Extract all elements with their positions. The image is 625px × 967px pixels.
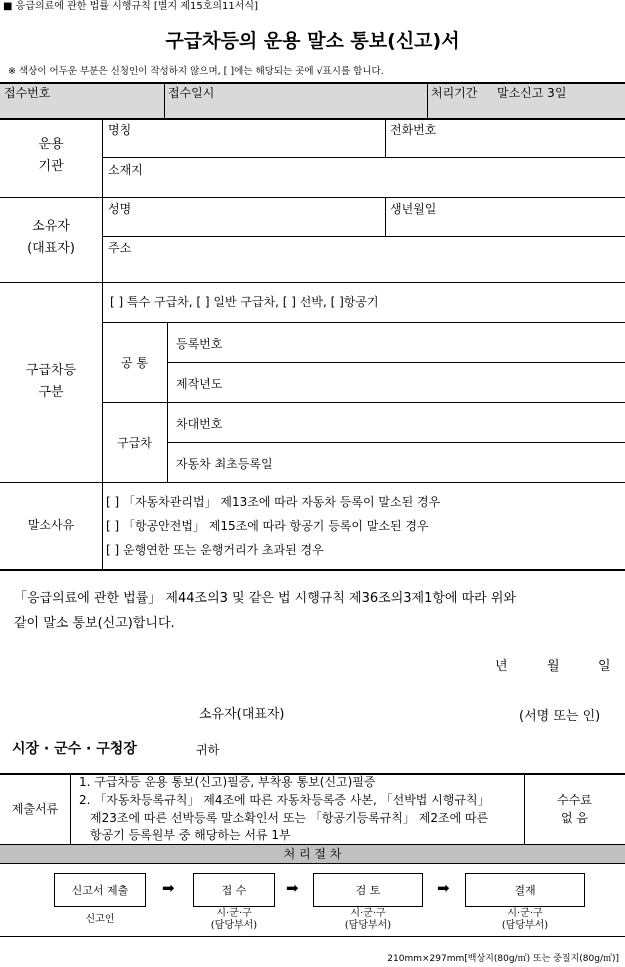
step-receive-sub1: 시·군·구 bbox=[216, 908, 252, 919]
statement-line-2: 같이 말소 통보(신고)합니다. bbox=[14, 616, 175, 631]
vehicle-type-options[interactable]: [ ] 특수 구급차, [ ] 일반 구급차, [ ] 선박, [ ]항공기 bbox=[110, 295, 379, 309]
signer-label: 소유자(대표자) bbox=[199, 707, 285, 722]
reason-item-3[interactable]: [ ] 운행연한 또는 운행거리가 초과된 경우 bbox=[106, 543, 324, 557]
step-approve-sub2: (담당부서) bbox=[501, 920, 549, 931]
receipt-date-label: 접수일시 bbox=[168, 86, 215, 100]
arrow-1: ➡ bbox=[162, 879, 175, 897]
documents-line-1: 1. 구급차등 운용 통보(신고)필증, 부착용 통보(신고)필증 bbox=[79, 775, 376, 789]
first-reg-date-field[interactable]: 자동차 최초등록일 bbox=[176, 457, 273, 471]
documents-label: 제출서류 bbox=[11, 802, 59, 816]
date-day[interactable]: 일 bbox=[598, 659, 611, 674]
statement-line-1: 「응급의료에 관한 법률」 제44조의3 및 같은 법 시행규칙 제36조의3제1항에 따라 위와 bbox=[14, 591, 516, 606]
step-receive-box: 접 수 bbox=[193, 873, 275, 907]
recipient-suffix: 귀하 bbox=[196, 743, 220, 757]
owner-label-2: (대표자) bbox=[27, 241, 75, 256]
chassis-number-field[interactable]: 차대번호 bbox=[176, 417, 223, 431]
form-header-note: ■ 응급의료에 관한 법률 시행규칙 [별지 제15호의11서식] bbox=[3, 1, 258, 12]
step-approve-sub1: 시·군·구 bbox=[507, 908, 543, 919]
step-receive-sub2: (담당부서) bbox=[210, 920, 258, 931]
receipt-number-label: 접수번호 bbox=[4, 86, 51, 100]
owner-address-field[interactable]: 주소 bbox=[108, 241, 132, 255]
fee-label: 수수료 bbox=[557, 793, 592, 807]
step-review-sub1: 시·군·구 bbox=[350, 908, 386, 919]
common-label: 공 통 bbox=[121, 356, 148, 370]
owner-label-1: 소유자 bbox=[32, 219, 70, 234]
date-year[interactable]: 년 bbox=[495, 659, 508, 674]
fee-value: 없 음 bbox=[561, 811, 588, 825]
agency-name-field[interactable]: 명칭 bbox=[108, 123, 132, 137]
reason-label: 말소사유 bbox=[27, 518, 75, 532]
agency-phone-field[interactable]: 전화번호 bbox=[390, 123, 437, 137]
agency-label-2: 기관 bbox=[38, 159, 64, 174]
form-instruction: ※ 색상이 어두운 부분은 신청인이 작성하지 않으며, [ ]에는 해당되는 곳에 √표시를 합니다. bbox=[8, 66, 384, 77]
arrow-3: ➡ bbox=[437, 879, 450, 897]
owner-name-field[interactable]: 성명 bbox=[108, 202, 132, 216]
step-submit-box: 신고서 제출 bbox=[54, 873, 146, 907]
arrow-2: ➡ bbox=[286, 879, 299, 897]
step-approve-box: 결재 bbox=[465, 873, 585, 907]
procedure-title: 처 리 절 차 bbox=[283, 847, 342, 861]
step-submit-sub: 신고인 bbox=[85, 914, 115, 925]
agency-label-1: 운용 bbox=[38, 137, 64, 152]
reason-item-2[interactable]: [ ] 「항공안전법」 제15조에 따라 항공기 등록이 말소된 경우 bbox=[106, 519, 429, 533]
vehicle-label-2: 구분 bbox=[38, 385, 64, 400]
date-month[interactable]: 월 bbox=[547, 659, 560, 674]
reg-number-field[interactable]: 등록번호 bbox=[176, 337, 223, 351]
step-review-sub2: (담당부서) bbox=[344, 920, 392, 931]
documents-line-2: 2. 「자동차등록규칙」 제4조에 따른 자동차등록증 사본, 「선박법 시행규칙」 bbox=[79, 793, 490, 807]
processing-period-label: 처리기간 bbox=[431, 86, 478, 100]
recipient: 시장 · 군수 · 구청장 bbox=[12, 741, 137, 757]
form-title: 구급차등의 운용 말소 통보(신고)서 bbox=[165, 30, 460, 52]
ambulance-label: 구급차 bbox=[117, 436, 152, 450]
paper-spec: 210mm×297mm[백상지(80g/㎡) 또는 중질지(80g/㎡)] bbox=[387, 954, 619, 964]
manufacture-year-field[interactable]: 제작년도 bbox=[176, 377, 223, 391]
agency-address-field[interactable]: 소재지 bbox=[108, 163, 143, 177]
documents-line-4: 항공기 등록원부 중 해당하는 서류 1부 bbox=[90, 828, 291, 842]
owner-birth-field[interactable]: 생년월일 bbox=[390, 202, 437, 216]
step-review-box: 검 토 bbox=[313, 873, 423, 907]
reason-item-1[interactable]: [ ] 「자동차관리법」 제13조에 따라 자동차 등록이 말소된 경우 bbox=[106, 495, 441, 509]
signature-field[interactable]: (서명 또는 인) bbox=[519, 709, 601, 724]
vehicle-label-1: 구급차등 bbox=[25, 363, 77, 378]
processing-period-value: 말소신고 3일 bbox=[497, 86, 567, 100]
documents-line-3: 제23조에 따른 선박등록 말소확인서 또는 「항공기등록규칙」 제2조에 따른 bbox=[90, 811, 489, 825]
